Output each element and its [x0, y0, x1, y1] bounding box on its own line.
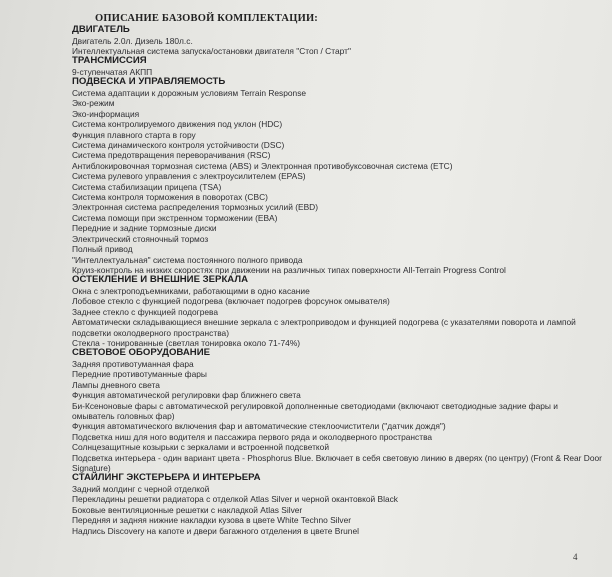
- spec-item: Система предотвращения переворачивания (RSC): [72, 150, 271, 161]
- spec-item: Передние противотуманные фары: [72, 369, 207, 380]
- spec-item: Задний молдинг с черной отделкой: [72, 484, 210, 494]
- spec-item: Подсветка интерьера - один вариант цвета - Phosphorus Blue. Включает в себя световую линию в дверях (по центру) (Front & Rear Door Signature): [72, 452, 602, 473]
- spec-item: Интеллектуальная система запуска/остановки двигателя "Стоп / Старт": [72, 46, 351, 56]
- spec-item: "Интеллектуальная" система постоянного полного привода: [72, 254, 303, 265]
- spec-item: Боковые вентиляционные решетки с накладкой Atlas Silver: [72, 504, 303, 515]
- spec-item: Надпись Discovery на капоте и двери багажного отделения в цвете Brunel: [72, 525, 359, 536]
- spec-item: Эко-режим: [72, 98, 115, 109]
- spec-item: Электрический стояночный тормоз: [72, 233, 209, 244]
- spec-item: Передние и задние тормозные диски: [72, 223, 217, 234]
- document-title: ОПИСАНИЕ БАЗОВОЙ КОМПЛЕКТАЦИИ:: [95, 13, 319, 24]
- spec-item: Двигатель 2.0л. Дизель 180л.с.: [72, 35, 193, 46]
- spec-item: Передняя и задняя нижние накладки кузова в цвете White Techno Silver: [72, 515, 352, 526]
- spec-item: Круиз-контроль на низких скоростях при движении на различных типах поверхности All-Terrain Progress Control: [72, 264, 506, 275]
- spec-item: Задняя противотуманная фара: [72, 358, 194, 369]
- spec-item: Заднее стекло с функцией подогрева: [72, 306, 219, 317]
- section-heading-transmission: ТРАНСМИССИЯ: [72, 55, 147, 67]
- spec-item: Эко-информация: [72, 108, 140, 119]
- spec-item: Функция плавного старта в гору: [72, 129, 196, 140]
- spec-item: Лобовое стекло с функцией подогрева (включает подогрев форсунок омывателя): [72, 296, 390, 307]
- spec-list: [72, 25, 602, 536]
- spec-item: Система помощи при экстренном торможении (EBA): [72, 212, 278, 223]
- spec-item: Перекладины решетки радиатора с отделкой Atlas Silver и черной окантовкой Black: [72, 494, 398, 505]
- section-heading-glazing: ОСТЕКЛЕНИЕ И ВНЕШНИЕ ЗЕРКАЛА: [72, 274, 248, 286]
- section-heading-lighting: СВЕТОВОЕ ОБОРУДОВАНИЕ: [72, 347, 211, 359]
- section-heading-styling: СТАЙЛИНГ ЭКСТЕРЬЕРА И ИНТЕРЬЕРА: [72, 472, 261, 484]
- spec-item: Окна с электроподъемниками, работающими в одно касание: [72, 285, 310, 296]
- spec-item: Лампы дневного света: [72, 379, 160, 390]
- spec-item: Антиблокировочная тормозная система (ABS) и Электронная противобуксовочная система (ETC): [72, 160, 453, 171]
- spec-item: Полный привод: [72, 244, 133, 255]
- spec-item: Подсветка ниш для ного водителя и пассажира первого ряда и околодверного пространства: [72, 431, 433, 442]
- page-number: 4: [573, 552, 578, 562]
- spec-item: Система динамического контроля устойчивости (DSC): [72, 140, 285, 151]
- spec-item: Система рулевого управления с электроусилителем (EPAS): [72, 171, 306, 182]
- section-heading-suspension: ПОДВЕСКА И УПРАВЛЯЕМОСТЬ: [72, 76, 226, 88]
- spec-item: Система контролируемого движения под уклон (HDC): [72, 119, 283, 130]
- spec-item: Система контроля торможения в поворотах (CBC): [72, 192, 268, 203]
- spec-item: Система стабилизации прицепа (TSA): [72, 181, 222, 192]
- spec-item: Система адаптации к дорожным условиям Terrain Response: [72, 88, 307, 98]
- spec-item: Би-Ксеноновые фары с автоматической регулировкой дополненные светодиодами (включают светодиодные задние фары и омыватель головных фар): [72, 400, 558, 421]
- spec-item: Солнцезащитные козырьки с зеркалами и встроенной подсветкой: [72, 442, 330, 453]
- section-heading-engine: ДВИГАТЕЛЬ: [72, 24, 130, 35]
- spec-item: 9-ступенчатая АКПП: [72, 67, 153, 77]
- spec-item: Функция автоматической регулировки фар ближнего света: [72, 390, 301, 401]
- spec-item: Функция автоматического включения фар и автоматические стеклоочистители ("датчик дождя"): [72, 421, 446, 432]
- spec-item: Электронная система распределения тормозных усилий (EBD): [72, 202, 319, 213]
- spec-item: Автоматически складывающиеся внешние зеркала с электроприводом и функцией подогрева (с указателями поворота и лампой подсветки околодверного пространства): [72, 317, 576, 338]
- spec-item: Стекла - тонированные (светлая тонировка около 71-74%): [72, 337, 301, 348]
